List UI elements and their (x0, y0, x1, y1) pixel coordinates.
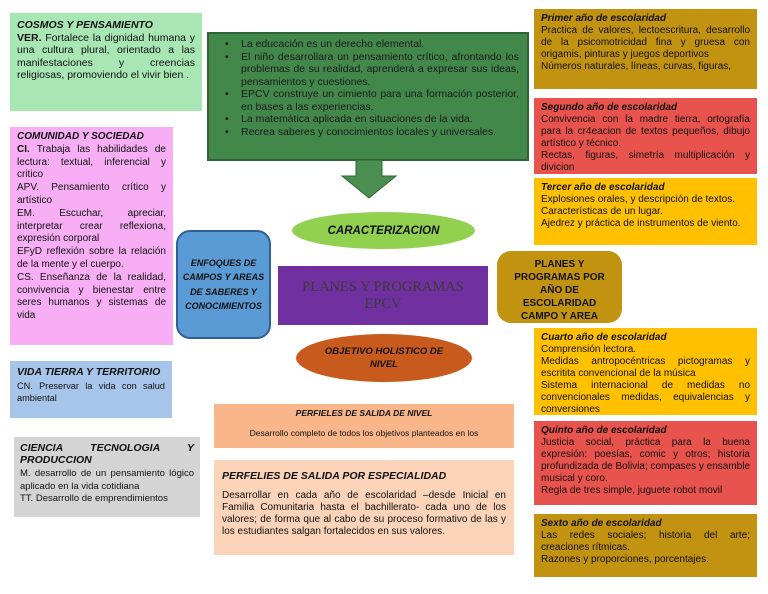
cosmos-code: VER. (17, 31, 42, 44)
ciencia-tecnologia-box (14, 437, 200, 517)
year-line: Practica de valores, lectoescritura, desarrollo de la psicomotricidad fina y gruesa con origamis, pinturas y juegos deportivos (541, 25, 750, 60)
caracterizacion-list-box (207, 32, 529, 161)
objetivo-holistico-ellipse: OBJETIVO HOLISTICO DE NIVEL (296, 334, 472, 382)
planes-programas-main-box: PLANES Y PROGRAMAS EPCV (278, 266, 488, 325)
perfiles-especialidad-text: Desarrollar en cada año de escolaridad –desde Inicial en Familia Comunitaria hasta el bachillerato- cada uno de los valores; de forma que al cabo de su proceso formativo de las y los estudiantes salgan fortalecidos en sus valores. (222, 490, 506, 537)
perfiles-nivel-box (214, 404, 514, 448)
year-4-box (534, 328, 757, 415)
comunidad-title: COMUNIDAD Y SOCIEDAD (17, 131, 144, 142)
comunidad-item: EM. Escuchar, apreciar, interpretar crear reflexiona, expresión corporal (17, 207, 166, 245)
caracterizacion-bullets (219, 38, 519, 138)
vida-tierra-box (10, 361, 172, 418)
year-line: Convivencia con la madre tierra, ortografía para la cr4eacion de textos pequeños, dibujo artístico y técnico. (541, 114, 750, 149)
bullet-item: • La educación es un derecho elemental. (219, 38, 519, 51)
comunidad-item: APV. Pensamiento crítico y artístico (17, 182, 166, 206)
caracterizacion-ellipse: CARACTERIZACION (292, 212, 475, 249)
year-line: Justicia social, práctica para la buena expresión: poesías, comic y otros; historia profundizada de Bolivia; compases y ensamble musical y coro. (541, 437, 751, 484)
year-title: Quinto año de escolaridad (541, 425, 667, 436)
vida-title: VIDA TIERRA Y TERRITORIO (17, 366, 161, 378)
perfiles-nivel-text: Desarrollo completo de todos los objetivos planteados en los (249, 428, 479, 438)
cosmos-title: COSMOS Y PENSAMIENTO (17, 19, 153, 31)
year-title: Primer año de escolaridad (541, 13, 667, 24)
bullet-item: • El niño desarrollara un pensamiento crítico, afrontando los problemas de su realidad, aprenderá a expresar sus ideas, pensamientos y cuestiones. (219, 51, 519, 89)
year-5-box (534, 421, 757, 505)
comunidad-item-code: CI. (17, 143, 30, 155)
year-2-box (534, 98, 757, 174)
year-line: Regla de tres simple, juguete robot movil (541, 485, 723, 496)
down-arrow-icon (340, 160, 398, 200)
year-6-box (534, 514, 757, 577)
comunidad-item: CS. Enseñanza de la realidad, convivencia y bienestar entre seres humanos y sistemas de vida (17, 271, 166, 322)
year-title: Cuarto año de escolaridad (541, 332, 667, 343)
year-line: Comprensión lectora. (541, 344, 637, 355)
year-title: Segundo año de escolaridad (541, 102, 678, 113)
year-line: Rectas, figuras, simetría multiplicación y divicion (541, 150, 750, 173)
ciencia-item: M. desarrollo de un pensamiento lógico aplicado en la vida cotidiana (20, 468, 194, 492)
year-line: Ajedrez y práctica de instrumentos de viento. (541, 218, 741, 229)
year-line: Características de un lugar. (541, 206, 663, 217)
ciencia-title: CIENCIA TECNOLOGIA Y PRODUCCION (20, 442, 194, 466)
perfiles-especialidad-title: PERFELIES DE SALIDA POR ESPECIALIDAD (222, 470, 447, 482)
comunidad-sociedad-box (10, 127, 173, 345)
year-1-box (534, 9, 757, 89)
cosmos-body: Fortalece la dignidad humana y una cultura plural, orientado a las manifestaciones y creencias religiosas, promoviendo el vivir bien . (17, 31, 195, 81)
year-3-box (534, 178, 757, 245)
enfoques-box: ENFOQUES DE CAMPOS Y AREAS DE SABERES Y CONOCIMIENTOS (176, 230, 271, 339)
comunidad-item-text: Trabaja las habilidades de lectura: textual, inferencial y critico (17, 143, 166, 181)
bullet-item: • La matemática aplicada en situaciones de la vida. (219, 113, 519, 126)
cosmos-text (17, 32, 195, 82)
comunidad-item (17, 144, 166, 182)
cosmos-pensamiento-box (10, 13, 202, 111)
year-line: Medidas antropocéntricas pictogramas y escritita convencional de la música (541, 356, 750, 379)
year-line: Sistema internacional de medidas no convencionales medidas, equivalencias y conversiones (541, 380, 750, 415)
year-line: Razones y proporciones, porcentajes. (541, 554, 709, 565)
vida-text: CN. Preservar la vida con salud ambiental (17, 381, 165, 403)
year-line: Las redes sociales; historia del arte; creaciones rítmicas. (541, 530, 750, 553)
ciencia-item: TT. Desarrollo de emprendimientos (20, 493, 168, 504)
bullet-item: • Recrea saberes y conocimientos locales y universales. (219, 126, 519, 139)
comunidad-item: EFyD reflexión sobre la relación de la mente y el cuerpo. (17, 246, 166, 270)
year-line: Números naturales, líneas, curvas, figuras, (541, 61, 732, 72)
year-line: Explosiones orales, y descripción de textos. (541, 194, 735, 205)
perfiles-especialidad-box (214, 460, 514, 555)
year-title: Sexto año de escolaridad (541, 518, 662, 529)
bullet-item: • EPCV construye un cimiento para una formación posterior, en bases a las experiencias. (219, 88, 519, 113)
perfiles-nivel-title: PERFIELES DE SALIDA DE NIVEL (295, 408, 433, 418)
year-title: Tercer año de escolaridad (541, 182, 665, 193)
planes-por-anio-box: PLANES Y PROGRAMAS POR AÑO DE ESCOLARIDAD CAMPO Y AREA (497, 251, 622, 323)
